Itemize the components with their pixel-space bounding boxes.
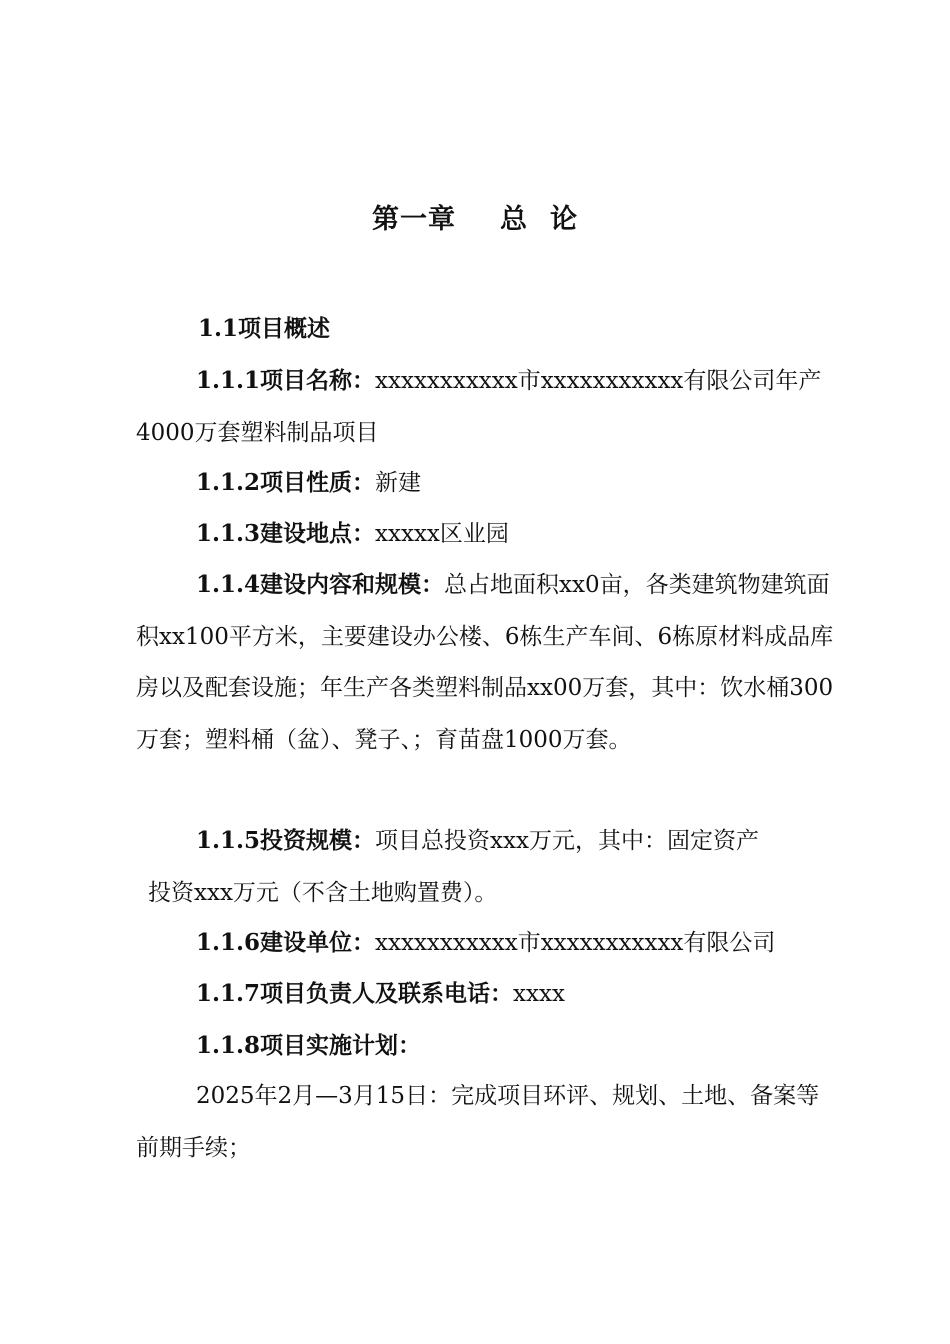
chapter-title-part2: 论 xyxy=(550,204,578,235)
chapter-number: 第一章 xyxy=(372,204,456,235)
item-text: 项目总投资xxx万元，其中：固定资产 xyxy=(375,828,759,854)
section-heading: 1.1项目概述 xyxy=(198,315,331,342)
schedule-entry: 2025年2月—3月15日：完成项目环评、规划、土地、备案等前期手续； xyxy=(136,1083,820,1161)
item-text: xxxx xyxy=(513,981,565,1007)
item-text: xxxxxxxxxxx市xxxxxxxxxxx有限公司年产4000万套塑料制品项目 xyxy=(136,368,822,446)
item-text: 总占地面积xx0亩，各类建筑物建筑面积xx100平方米，主要建设办公楼、6栋生产车间、6栋原材料成品库房以及配套设施；年生产各类塑料制品xx00万套，其中：饮水桶300万套；塑料桶（盆）、凳子、；育苗盘1000万套。 xyxy=(136,572,834,753)
item-label: 1.1.6建设单位： xyxy=(196,929,376,956)
item-construction-content xyxy=(136,559,836,766)
item-project-location xyxy=(136,508,836,561)
item-label: 1.1.2项目性质： xyxy=(196,469,376,496)
item-text: xxxxxxxxxxx市xxxxxxxxxxx有限公司 xyxy=(375,930,776,956)
chapter-title-part1: 总 xyxy=(500,204,528,235)
item-text: xxxxx区业园 xyxy=(375,521,509,547)
item-text: 新建 xyxy=(375,470,422,496)
item-project-contact xyxy=(136,968,836,1021)
item-label: 1.1.7项目负责人及联系电话： xyxy=(196,980,514,1007)
item-construction-unit xyxy=(136,917,836,970)
item-investment-scale xyxy=(136,815,836,919)
item-label: 1.1.4建设内容和规模： xyxy=(196,571,445,598)
chapter-title xyxy=(0,198,950,242)
item-project-nature xyxy=(136,457,836,510)
item-label: 1.1.5投资规模： xyxy=(196,827,376,854)
item-project-name xyxy=(136,355,836,459)
item-text-continued: 投资xxx万元（不含土地购置费）。 xyxy=(148,879,498,906)
item-label: 1.1.1项目名称： xyxy=(196,367,376,394)
item-implementation-plan xyxy=(136,1020,836,1073)
item-label: 1.1.3建设地点： xyxy=(196,520,376,547)
item-label: 1.1.8项目实施计划： xyxy=(196,1032,422,1059)
